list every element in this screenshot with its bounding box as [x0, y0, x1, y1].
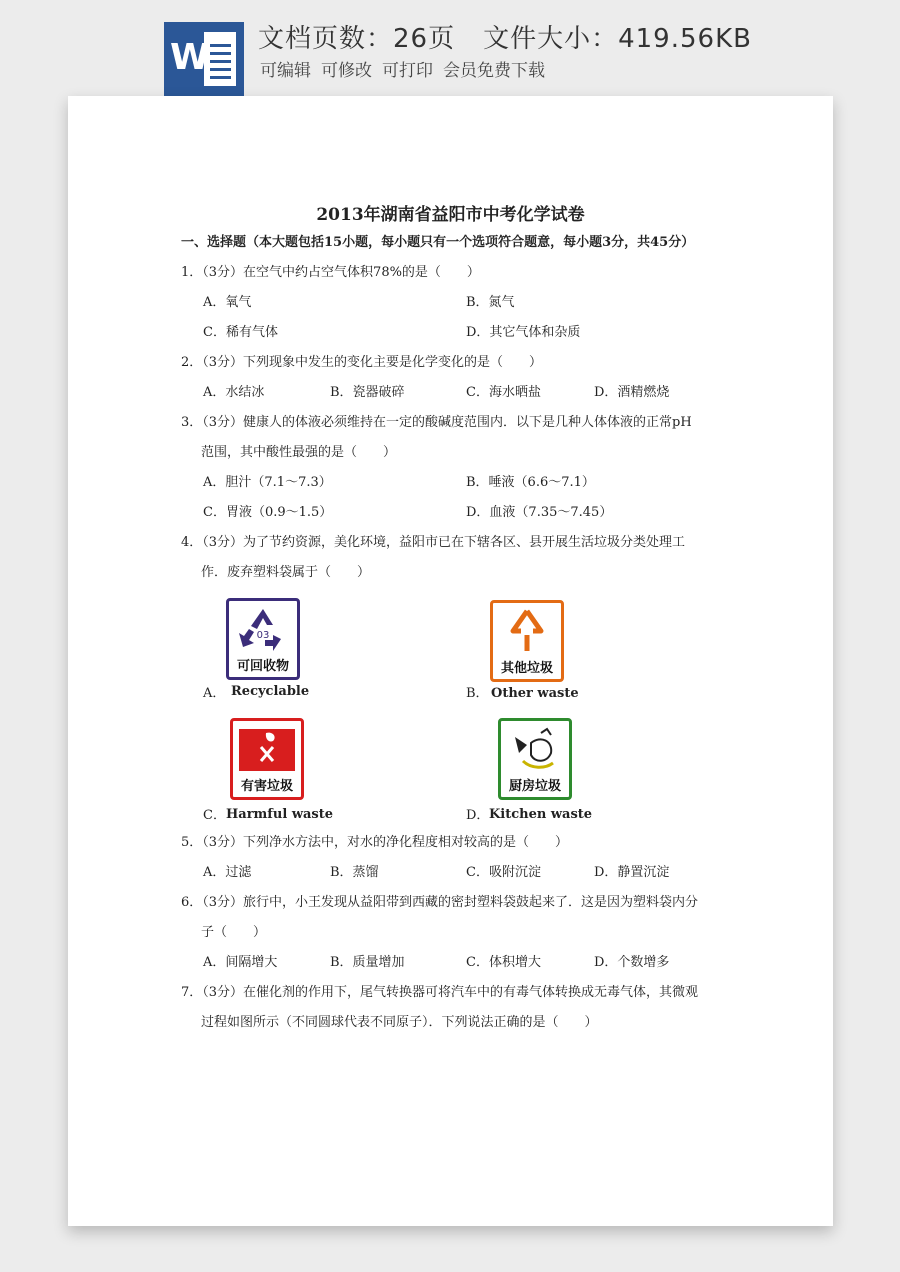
q1-option-c: C．稀有气体 — [203, 325, 278, 340]
question-6-stem: 6．（3分）旅行中，小王发现从益阳带到西藏的密封塑料袋鼓起来了．这是因为塑料袋内分 — [181, 895, 699, 910]
feature-list — [260, 56, 555, 81]
feature-editable: 可编辑 — [260, 61, 311, 81]
q4-option-b-letter: B． — [466, 686, 489, 701]
q5-option-c: C．吸附沉淀 — [466, 865, 541, 880]
q5-option-a: A．过滤 — [203, 865, 252, 880]
q6-option-b: B．质量增加 — [330, 955, 405, 970]
question-1-stem: 1．（3分）在空气中约占空气体积78%的是（ ） — [181, 265, 480, 280]
question-3-stem: 3．（3分）健康人的体液必须维持在一定的酸碱度范围内．以下是几种人体体液的正常pH — [181, 415, 692, 430]
other-waste-sign — [490, 600, 564, 682]
feature-printable: 可打印 — [382, 61, 433, 81]
feature-member-download: 会员免费下载 — [443, 61, 545, 81]
question-4-stem-cont: 作．废弃塑料袋属于（ ） — [201, 565, 371, 580]
question-7-stem: 7．（3分）在催化剂的作用下，尾气转换器可将汽车中的有毒气体转换成无毒气体，其微观 — [181, 985, 699, 1000]
q6-option-a: A．间隔增大 — [203, 955, 278, 970]
sign-a-en: Recyclable — [231, 684, 310, 699]
question-7-stem-cont: 过程如图所示（不同圆球代表不同原子）．下列说法正确的是（ ） — [201, 1015, 598, 1030]
file-size: 文件大小：419.56KB — [483, 24, 752, 54]
file-info — [258, 18, 752, 55]
q2-option-a: A．水结冰 — [203, 385, 265, 400]
q3-option-c: C．胃液（0.9～1.5） — [203, 505, 333, 520]
word-document-icon — [164, 22, 244, 96]
section-heading: 一、选择题（本大题包括15小题，每小题只有一个选项符合题意，每小题3分，共45分） — [181, 235, 695, 250]
question-6-stem-cont: 子（ ） — [201, 925, 267, 940]
food-scraps-icon — [501, 723, 569, 779]
q5-option-b: B．蒸馏 — [330, 865, 379, 880]
q2-option-b: B．瓷器破碎 — [330, 385, 405, 400]
sign-d-en: Kitchen waste — [489, 807, 593, 822]
other-waste-arrows-icon — [493, 605, 561, 661]
exam-title: 2013年湖南省益阳市中考化学试卷 — [316, 205, 585, 225]
document-page — [68, 96, 833, 1226]
q1-option-b: B．氮气 — [466, 295, 515, 310]
sign-c-en: Harmful waste — [226, 807, 334, 822]
hazard-icon — [233, 723, 301, 779]
sign-a-cn: 可回收物 — [236, 659, 289, 674]
q3-option-b: B．唾液（6.6～7.1） — [466, 475, 595, 490]
q5-option-d: D．静置沉淀 — [594, 865, 670, 880]
q3-option-d: D．血液（7.35～7.45） — [466, 505, 613, 520]
question-2-stem: 2．（3分）下列现象中发生的变化主要是化学变化的是（ ） — [181, 355, 543, 370]
q6-option-d: D．个数增多 — [594, 955, 670, 970]
q3-option-a: A．胆汁（7.1～7.3） — [203, 475, 332, 490]
sign-d-cn: 厨房垃圾 — [508, 779, 561, 794]
recyclable-sign — [226, 598, 300, 680]
recycle-code: 03 — [256, 630, 270, 641]
question-4-stem: 4．（3分）为了节约资源，美化环境，益阳市已在下辖各区、县开展生活垃圾分类处理工 — [181, 535, 686, 550]
feature-modifiable: 可修改 — [321, 61, 372, 81]
q2-option-c: C．海水晒盐 — [466, 385, 541, 400]
q1-option-a: A．氧气 — [203, 295, 252, 310]
question-3-stem-cont: 范围，其中酸性最强的是（ ） — [201, 445, 397, 460]
question-5-stem: 5．（3分）下列净水方法中，对水的净化程度相对较高的是（ ） — [181, 835, 569, 850]
header — [0, 0, 900, 96]
sign-b-cn: 其他垃圾 — [500, 661, 553, 676]
q4-option-d-letter: D． — [466, 808, 490, 823]
sign-c-cn: 有害垃圾 — [240, 779, 293, 794]
sign-b-en: Other waste — [491, 686, 579, 701]
harmful-waste-sign — [230, 718, 304, 800]
q4-option-a-letter: A． — [203, 686, 226, 701]
word-letter: W — [170, 37, 210, 78]
recycle-arrows-icon — [229, 603, 297, 659]
kitchen-waste-sign — [498, 718, 572, 800]
q2-option-d: D．酒精燃烧 — [594, 385, 670, 400]
q1-option-d: D．其它气体和杂质 — [466, 325, 581, 340]
q6-option-c: C．体积增大 — [466, 955, 541, 970]
page-count: 文档页数：26页 — [258, 24, 456, 54]
q4-option-c-letter: C． — [203, 808, 226, 823]
